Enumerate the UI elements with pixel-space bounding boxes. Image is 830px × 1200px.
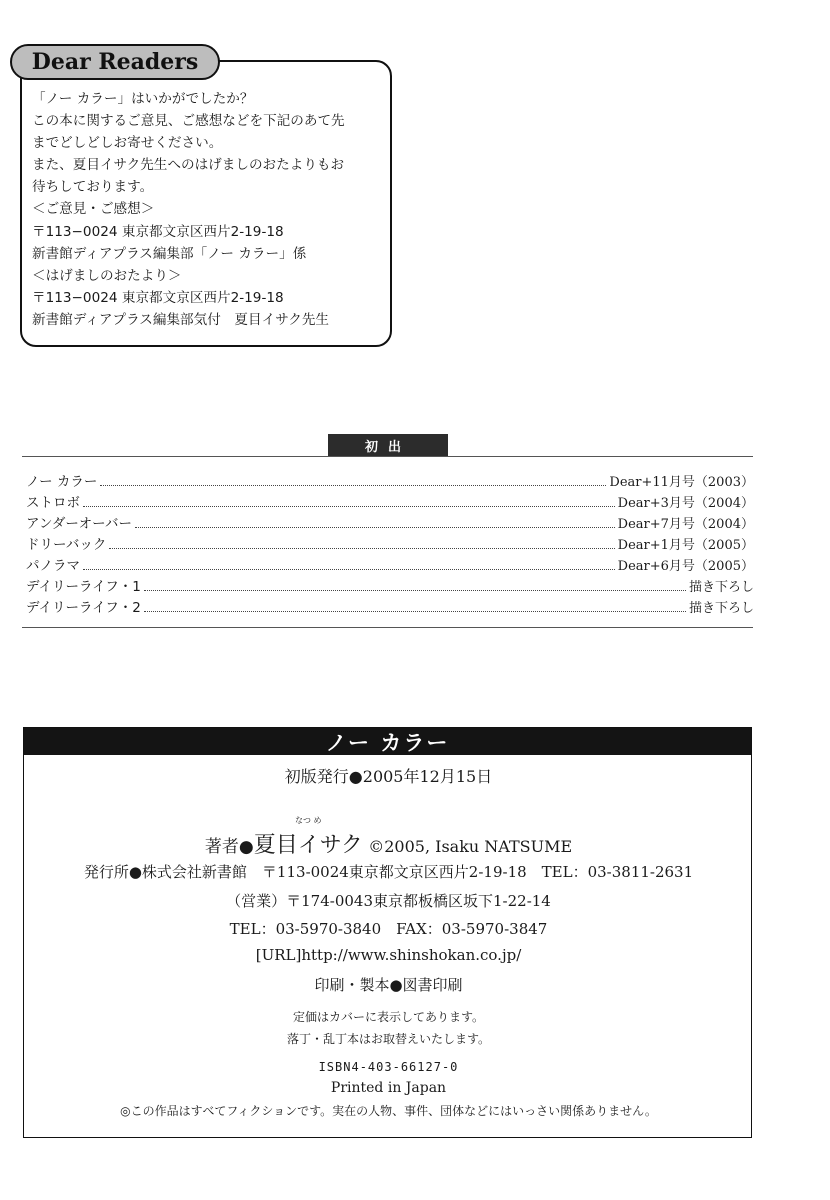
author-label: 著者● <box>204 837 254 857</box>
leader-dots <box>135 527 615 528</box>
first-appearance-heading: 初出 <box>328 434 448 456</box>
sales-phone-fax: TEL：03-5970-3840 FAX：03-5970-3847 <box>229 920 548 938</box>
dear-readers-line: までどしどしお寄せください。 <box>32 135 223 152</box>
first-appearance-top-rule <box>22 456 753 457</box>
dear-readers-line: 新書館ディアプラス編集部気付 夏目イサク先生 <box>32 311 330 328</box>
author-name: 夏目イサク <box>253 833 363 858</box>
sales-address: （営業）〒174-0043東京都板橋区坂下1-22-14 <box>226 892 551 910</box>
list-item <box>26 554 754 575</box>
entry-title: ノー カラー <box>26 474 98 490</box>
dear-readers-line: 〒113−0024 東京都文京区西片2-19-18 <box>32 289 284 306</box>
defect-note: 落丁・乱丁本はお取替えいたします。 <box>286 1032 491 1046</box>
dear-readers-tab: Dear Readers <box>10 44 220 80</box>
dear-readers-line: 「ノー カラー」はいかがでしたか？ <box>32 91 254 107</box>
entry-title: パノラマ <box>26 558 80 574</box>
price-note: 定価はカバーに表示してあります。 <box>292 1010 485 1024</box>
first-edition-date: 初版発行●2005年12月15日 <box>284 767 493 786</box>
list-item <box>26 470 754 491</box>
list-item <box>26 575 754 596</box>
dear-readers-line: ＜はげましのおたより＞ <box>32 267 182 284</box>
entry-title: ドリーバック <box>26 537 107 553</box>
leader-dots <box>83 569 615 570</box>
printed-in-japan: Printed in Japan <box>330 1080 447 1096</box>
colophon-title: ノー カラー <box>24 728 751 755</box>
colophon-box <box>23 727 752 1138</box>
list-item <box>26 533 754 554</box>
dear-readers-line: ＜ご意見・ご感想＞ <box>32 201 155 218</box>
author-line <box>24 816 753 859</box>
list-item <box>26 491 754 512</box>
entry-source: 描き下ろし <box>688 580 754 595</box>
entry-source: Dear+6月号（2005） <box>617 559 754 574</box>
leader-dots <box>100 485 606 486</box>
entry-source: Dear+7月号（2004） <box>617 517 754 532</box>
author-name-ruby <box>253 816 363 859</box>
author-furigana: なつ め <box>294 816 322 825</box>
leader-dots <box>144 590 686 591</box>
entry-source: Dear+11月号（2003） <box>609 475 754 490</box>
list-item <box>26 512 754 533</box>
isbn: ISBN4-403-66127-0 <box>318 1060 459 1074</box>
first-appearance-bottom-rule <box>22 627 753 628</box>
leader-dots <box>83 506 615 507</box>
publisher-line: 発行所●株式会社新書館 〒113-0024東京都文京区西片2-19-18 TEL：03-3811-2631 <box>83 863 694 881</box>
dear-readers-line: また、夏目イサク先生へのはげましのおたよりもお <box>32 157 345 174</box>
entry-title: デイリーライフ・1 <box>26 579 141 595</box>
entry-source: Dear+3月号（2004） <box>617 496 754 511</box>
copyright: ©2005, Isaku NATSUME <box>368 837 573 856</box>
dear-readers-text <box>32 88 388 331</box>
list-item <box>26 596 754 617</box>
entry-title: ストロボ <box>26 495 80 511</box>
leader-dots <box>109 548 614 549</box>
first-appearance-list <box>26 470 754 617</box>
entry-title: アンダーオーバー <box>26 516 132 532</box>
dear-readers-line: 新書館ディアプラス編集部「ノー カラー」係 <box>32 245 307 262</box>
publisher-url: [URL]http://www.shinshokan.co.jp/ <box>255 946 522 964</box>
dear-readers-line: この本に関するご意見、ご感想などを下記のあて先 <box>32 113 345 130</box>
entry-source: Dear+1月号（2005） <box>617 538 754 553</box>
printing-binding: 印刷・製本●図書印刷 <box>314 976 463 994</box>
leader-dots <box>144 611 686 612</box>
entry-source: 描き下ろし <box>688 601 754 616</box>
dear-readers-line: 待ちしております。 <box>32 179 154 196</box>
fiction-disclaimer: ◎この作品はすべてフィクションです。実在の人物、事件、団体などにはいっさい関係ありません。 <box>120 1104 657 1118</box>
entry-title: デイリーライフ・2 <box>26 600 141 616</box>
dear-readers-line: 〒113−0024 東京都文京区西片2-19-18 <box>32 223 284 240</box>
